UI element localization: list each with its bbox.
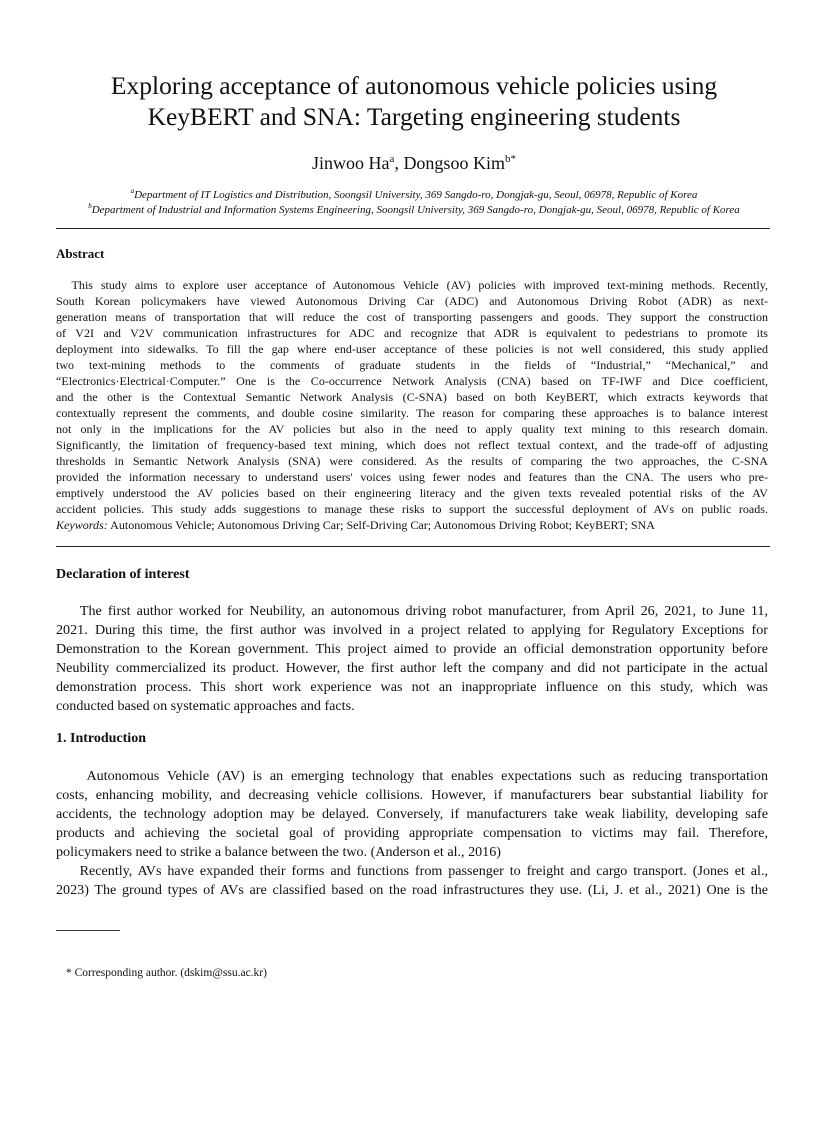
abstract-line: two text-mining methods to the comments of graduate students in the fields of “Industrial,” “Mechanical,” and (56, 358, 768, 372)
abstract-line: deployment into sidewalks. To fill the gap where end-user acceptance of these policies is not well considered, this study applied (56, 342, 768, 356)
declaration-line: Neubility commercialized its product. However, the first author left the company and did not participate in the actual (56, 660, 768, 676)
footnote-corresponding-author: * Corresponding author. (dskim@ssu.ac.kr) (66, 967, 267, 979)
introduction-line: products and achieving the societal goal of providing appropriate compensation to victims may fail. Therefore, (56, 825, 768, 841)
affiliation-marker: b (88, 202, 92, 210)
abstract-line: thresholds in Semantic Network Analysis (SNA) were considered. As the results of comparing the two approaches, the C-SNA (56, 454, 768, 468)
author-affil-marker: b* (504, 153, 516, 165)
abstract-line: not only in the implications for the AV policies but also in the need to apply quality text mining to this research domain. (56, 422, 768, 436)
introduction-body (56, 767, 768, 900)
affiliation-text: Department of Industrial and Information Systems Engineering, Soongsil University, 369 Sangdo-ro, Dongjak-gu, Seoul, 06978, Republic of Korea (91, 204, 740, 216)
introduction-heading: 1. Introduction (56, 731, 146, 746)
divider-top (56, 228, 770, 229)
abstract-body (56, 277, 768, 533)
abstract-line: provided the information necessary to understand users' voices using fewer nodes and features than the CNA. The users who pre- (56, 470, 768, 484)
declaration-line: 2021. During this time, the first author was involved in a project related to applying for Regulatory Exceptions for (56, 622, 768, 638)
author-name: Jinwoo Ha (312, 153, 390, 173)
affiliation-text: Department of IT Logistics and Distribution, Soongsil University, 369 Sangdo-ro, Dongjak-gu, Seoul, 06978, Republic of Korea (134, 189, 698, 201)
abstract-line: contextually represent the comments, and double cosine similarity. The reason for comparing these approaches is to balance interest (56, 406, 768, 420)
abstract-line: and the other is the Contextual Semantic Network Analysis (C-SNA) based on both KeyBERT, which extracts keywords that (56, 390, 768, 404)
abstract-line: South Korean policymakers have viewed Autonomous Driving Car (ADC) and Autonomous Driving Robot (ADR) as next- (56, 294, 768, 308)
abstract-line: accident policies. This study adds suggestions to manage these risks to support the successful deployment of AVs on public roads. (56, 502, 768, 516)
introduction-line: Autonomous Vehicle (AV) is an emerging technology that enables expectations such as reducing transportation (56, 768, 768, 784)
introduction-line: Recently, AVs have expanded their forms and functions from passenger to freight and cargo transport. (Jones et al., (56, 863, 768, 879)
keywords-text: Autonomous Vehicle; Autonomous Driving Car; Self-Driving Car; Autonomous Driving Robot; KeyBERT; SNA (110, 518, 655, 532)
declaration-line: Demonstration to the Korean government. This project aimed to provide an official demonstration opportunity before (56, 641, 768, 657)
affiliation-marker: a (130, 187, 135, 195)
declaration-line: The first author worked for Neubility, an autonomous driving robot manufacturer, from April 26, 2021, to June 11, (56, 603, 768, 619)
affiliation-b (30, 199, 798, 217)
title-line-1: Exploring acceptance of autonomous vehicle policies using (110, 71, 718, 100)
declaration-body (56, 602, 768, 716)
keywords-label: Keywords: (56, 518, 108, 532)
declaration-heading: Declaration of interest (56, 567, 190, 582)
abstract-heading: Abstract (56, 246, 105, 261)
footnote-divider (56, 930, 120, 931)
introduction-line: policymakers need to strike a balance between the two. (Anderson et al., 2016) (56, 844, 501, 860)
paper-title (40, 70, 788, 132)
abstract-line: of V2I and V2V communication infrastructures for ADC and recognize that ADR is equivalent to pedestrians to promote its (56, 326, 768, 340)
title-line-2: KeyBERT and SNA: Targeting engineering students (147, 102, 681, 131)
introduction-line: 2023) The ground types of AVs are classified based on the road infrastructures they use. (Li, J. et al., 2021) One is the (56, 882, 768, 898)
author-affil-marker: a (389, 153, 395, 165)
author-list: Jinwoo Ha$^a$, Dongsoo Kim$^{b*}$ (312, 153, 516, 173)
declaration-line: conducted based on systematic approaches and facts. (56, 698, 355, 714)
declaration-line: demonstration process. This short work experience was not an inappropriate influence on this study, which was (56, 679, 768, 695)
introduction-line: costs, enhancing mobility, and decreasing vehicle collisions. However, if manufacturers bear substantial liability for (56, 787, 768, 803)
abstract-line: “Electronics·Electrical·Computer.” One is the Co-occurrence Network Analysis (CNA) based on TF-IWF and Dice coefficient, (56, 374, 768, 388)
abstract-line: Significantly, the limitation of frequency-based text mining, which does not reflect textual context, and the trade-off of adjusting (56, 438, 768, 452)
abstract-line: emptively understood the AV policies based on their engineering literacy and the given texts revealed potential risks of the AV (56, 486, 768, 500)
abstract-line: This study aims to explore user acceptance of Autonomous Vehicle (AV) policies with improved text-mining methods. Recently, (56, 278, 768, 292)
divider-bottom (56, 546, 770, 547)
keywords-line (56, 517, 768, 533)
abstract-line: generation means of transportation that will reduce the cost of transporting passengers and goods. They support the construction (56, 310, 768, 324)
introduction-line: accidents, the technology adoption may be delayed. Conversely, if manufacturers take weak liability, developing safe (56, 806, 768, 822)
author-name: Dongsoo Kim (403, 153, 505, 173)
